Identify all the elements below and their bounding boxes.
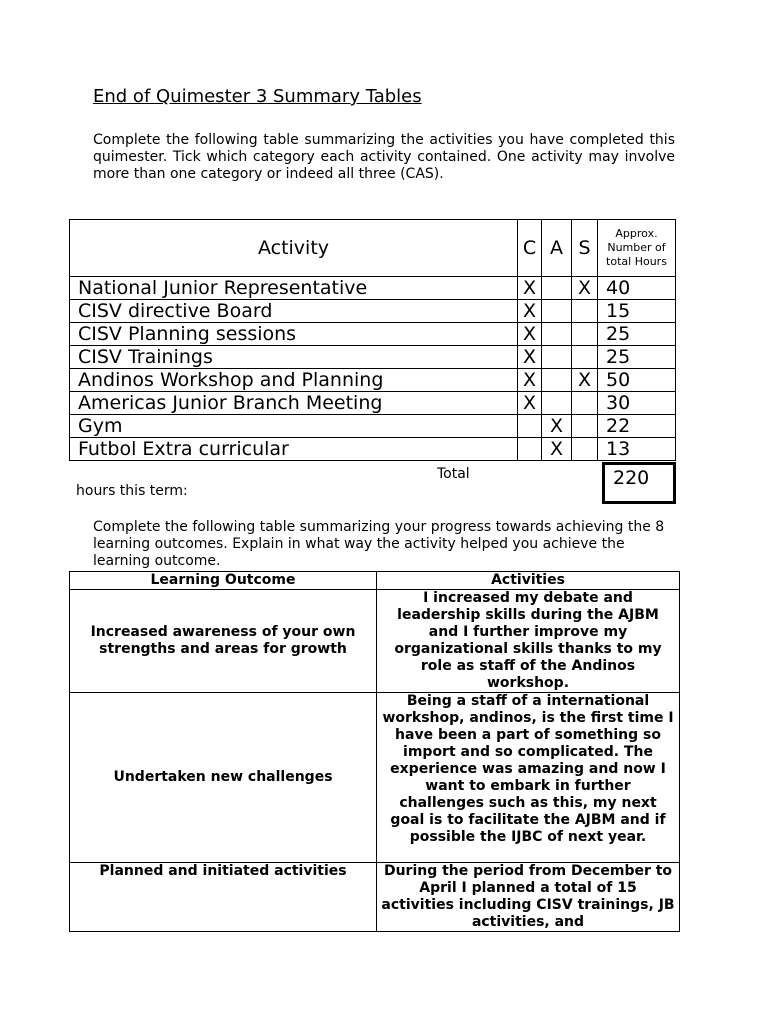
table-row <box>70 693 680 863</box>
header-c: C <box>518 220 542 277</box>
hours-cell: 50 <box>598 369 676 392</box>
outcome-cell: Undertaken new challenges <box>70 693 377 863</box>
s-cell <box>572 438 598 461</box>
c-cell: X <box>518 369 542 392</box>
hours-cell: 30 <box>598 392 676 415</box>
table-row <box>70 346 676 369</box>
hours-cell: 25 <box>598 346 676 369</box>
total-hours-value: 220 <box>613 467 650 489</box>
header-a: A <box>542 220 572 277</box>
c-cell: X <box>518 300 542 323</box>
header-s: S <box>572 220 598 277</box>
table-row <box>70 438 676 461</box>
table-row <box>70 300 676 323</box>
a-cell <box>542 277 572 300</box>
intro-paragraph: Complete the following table summarizing the activities you have completed this quimester. Tick which category each activity contained. One activity may involve more than one category or indeed all three (CAS). <box>93 132 675 182</box>
s-cell <box>572 415 598 438</box>
c-cell <box>518 415 542 438</box>
c-cell: X <box>518 277 542 300</box>
a-cell: X <box>542 415 572 438</box>
header-activity: Activity <box>70 220 518 277</box>
activity-cell: Americas Junior Branch Meeting <box>70 392 518 415</box>
outcome-cell: Increased awareness of your own strengths and areas for growth <box>70 590 377 693</box>
activity-cell: Andinos Workshop and Planning <box>70 369 518 392</box>
outcomes-header-row <box>70 572 680 590</box>
s-cell <box>572 323 598 346</box>
activities-cell <box>377 863 680 932</box>
activity-cell: CISV Trainings <box>70 346 518 369</box>
a-cell <box>542 323 572 346</box>
activity-cell: Futbol Extra curricular <box>70 438 518 461</box>
a-cell <box>542 369 572 392</box>
activities-text: During the period from December to April I planned a total of 15 activities including CISV trainings, JB activities, and <box>381 863 675 930</box>
total-label: Total <box>437 466 470 482</box>
table-row <box>70 323 676 346</box>
a-cell <box>542 300 572 323</box>
c-cell: X <box>518 392 542 415</box>
c-cell: X <box>518 323 542 346</box>
a-cell: X <box>542 438 572 461</box>
activity-cell: Gym <box>70 415 518 438</box>
activities-cell: I increased my debate and leadership skills during the AJBM and I further improve my organizational skills thanks to my role as staff of the Andinos workshop. <box>377 590 680 693</box>
table-row <box>70 863 680 932</box>
cas-activities-table <box>69 219 676 461</box>
activities-cell: Being a staff of a international workshop, andinos, is the first time I have been a part of something so import and so complicated. The experience was amazing and now I want to embark in further challenges such as this, my next goal is to facilitate the AJBM and if possible the IJBC of next year. <box>377 693 680 863</box>
s-cell <box>572 392 598 415</box>
outcomes-instructions: Complete the following table summarizing your progress towards achieving the 8 learning outcomes. Explain in what way the activity helped you achieve the learning outcome. <box>93 519 665 569</box>
hours-cell: 15 <box>598 300 676 323</box>
header-hours: Approx. Number of total Hours <box>598 220 676 277</box>
table-row <box>70 277 676 300</box>
hours-cell: 40 <box>598 277 676 300</box>
hours-cell: 13 <box>598 438 676 461</box>
s-cell: X <box>572 277 598 300</box>
table-row <box>70 590 680 693</box>
header-activities: Activities <box>377 572 680 590</box>
a-cell <box>542 346 572 369</box>
table-row <box>70 392 676 415</box>
activity-cell: CISV Planning sessions <box>70 323 518 346</box>
cas-header-row <box>70 220 676 277</box>
a-cell <box>542 392 572 415</box>
header-learning-outcome: Learning Outcome <box>70 572 377 590</box>
outcome-text: Planned and initiated activities <box>99 863 347 879</box>
hours-cell: 25 <box>598 323 676 346</box>
learning-outcomes-table <box>69 571 680 932</box>
page-title: End of Quimester 3 Summary Tables <box>93 86 422 107</box>
s-cell <box>572 300 598 323</box>
total-hours-box <box>602 462 676 504</box>
s-cell: X <box>572 369 598 392</box>
c-cell: X <box>518 346 542 369</box>
activity-cell: CISV directive Board <box>70 300 518 323</box>
s-cell <box>572 346 598 369</box>
c-cell <box>518 438 542 461</box>
outcome-cell <box>70 863 377 932</box>
table-row <box>70 369 676 392</box>
hours-cell: 22 <box>598 415 676 438</box>
hours-this-term-label: hours this term: <box>76 483 188 499</box>
activity-cell: National Junior Representative <box>70 277 518 300</box>
table-row <box>70 415 676 438</box>
